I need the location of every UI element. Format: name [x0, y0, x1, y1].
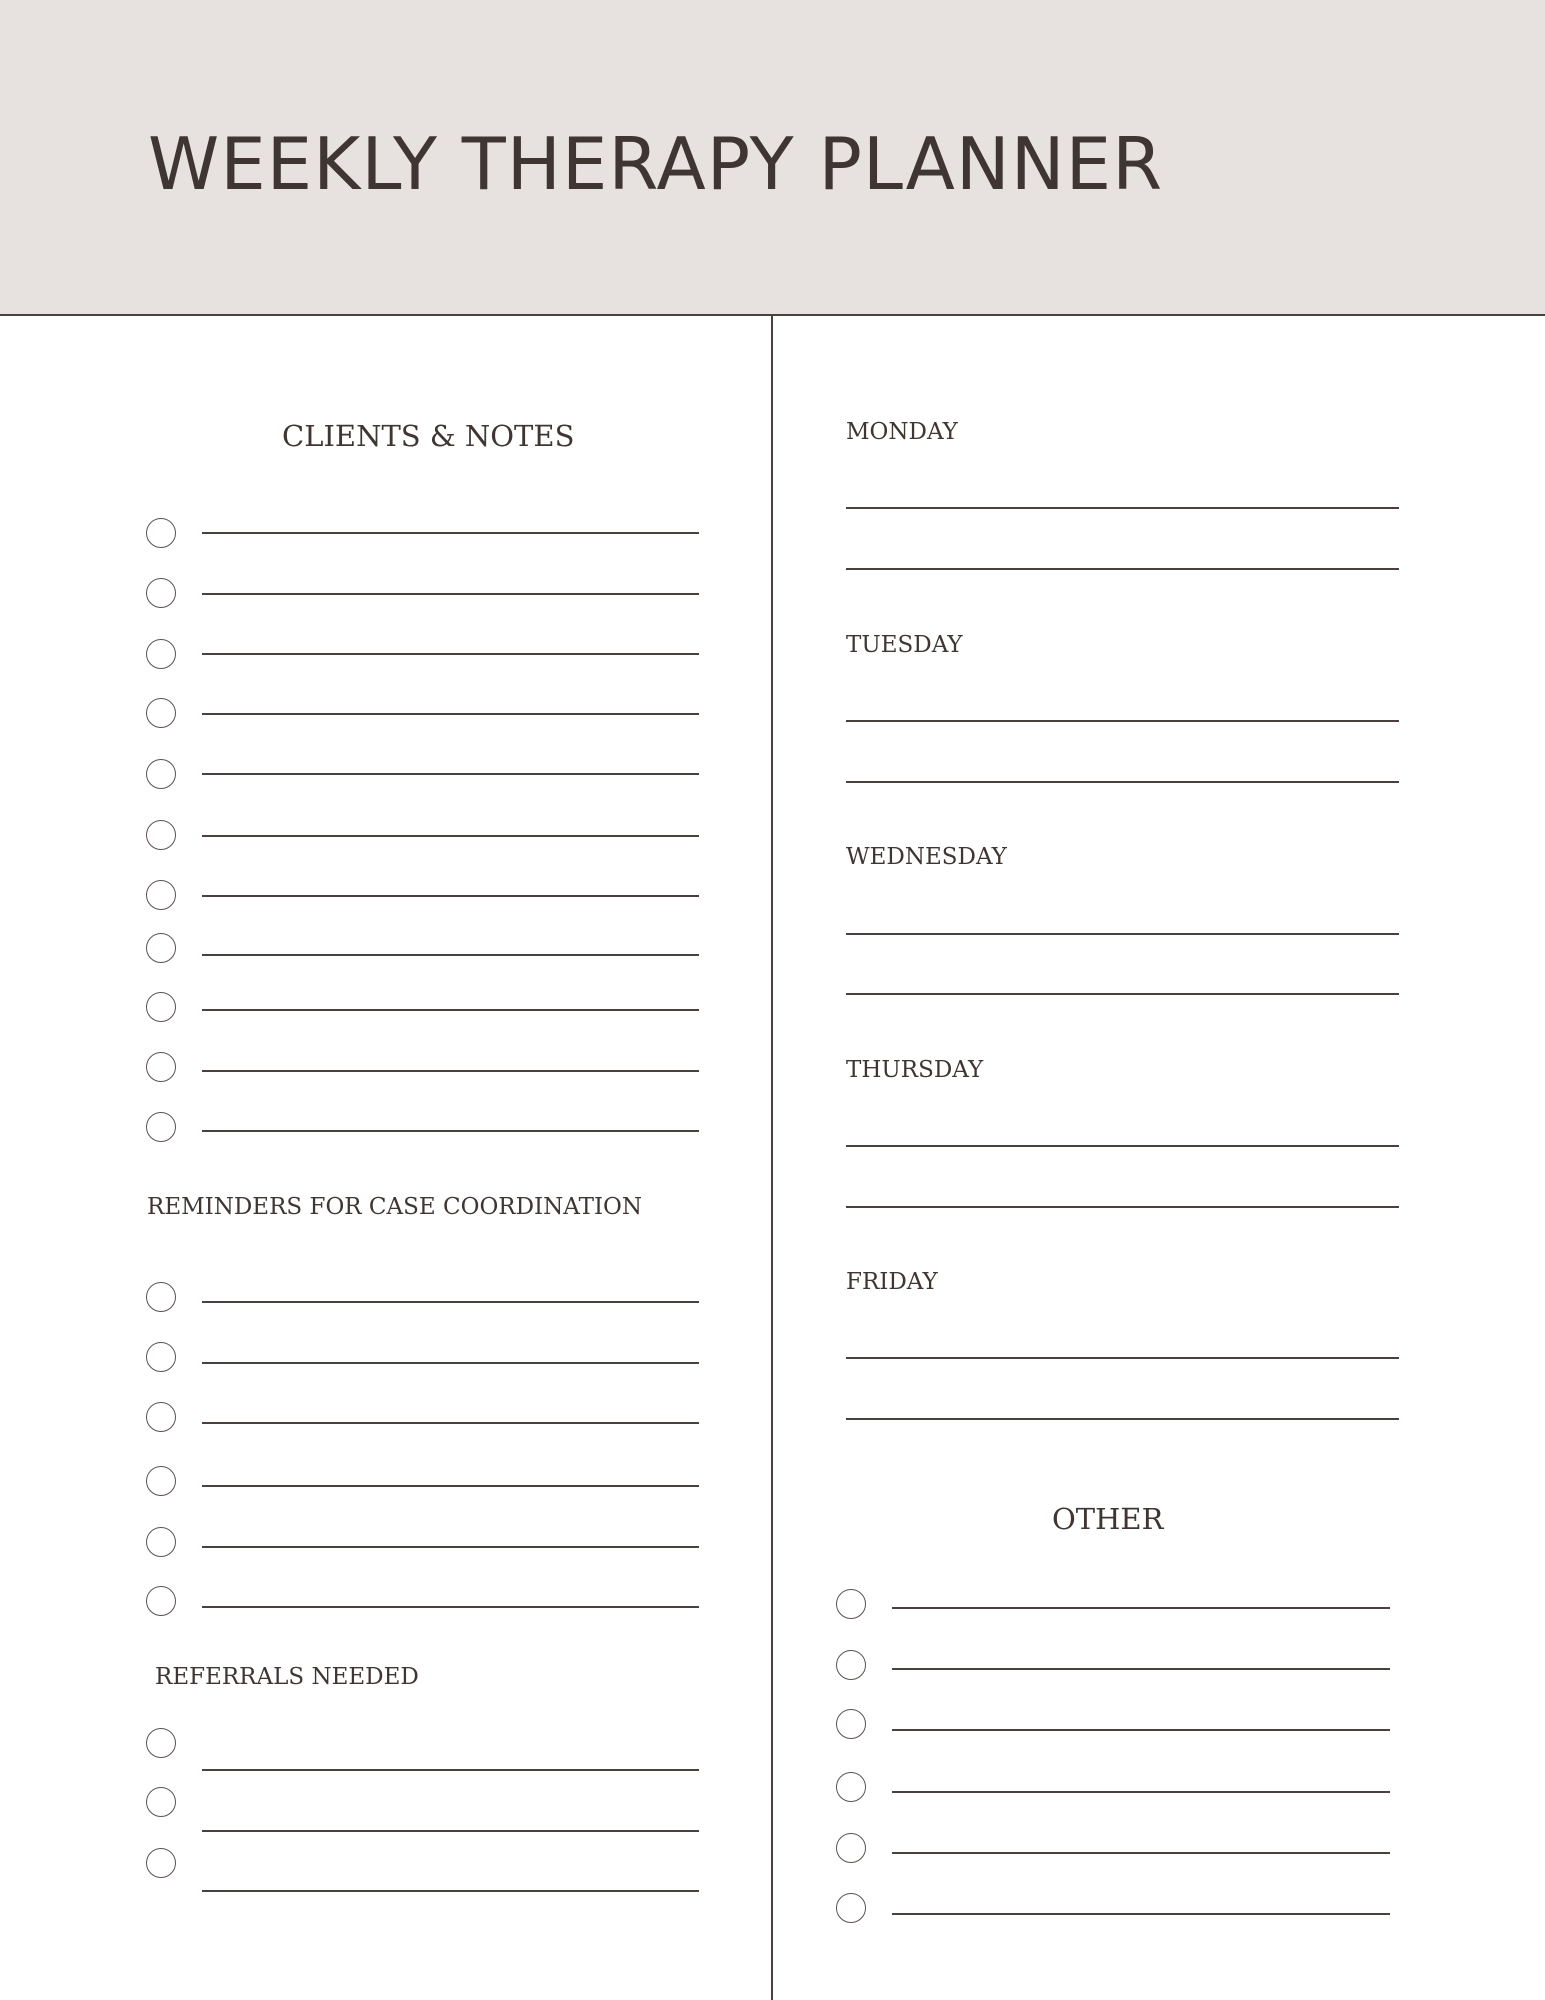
- referral-checkbox[interactable]: [146, 1848, 176, 1878]
- reminder-checkbox[interactable]: [146, 1586, 176, 1616]
- other-item-line[interactable]: [892, 1791, 1390, 1793]
- referral-line[interactable]: [202, 1890, 699, 1892]
- client-note-checkbox[interactable]: [146, 518, 176, 548]
- reminders-heading: REMINDERS FOR CASE COORDINATION: [147, 1194, 643, 1220]
- reminder-checkbox[interactable]: [146, 1282, 176, 1312]
- day-label-monday: MONDAY: [846, 419, 958, 445]
- client-note-checkbox[interactable]: [146, 578, 176, 608]
- thursday-line-1[interactable]: [846, 1145, 1399, 1147]
- clients-notes-heading: CLIENTS & NOTES: [282, 419, 575, 453]
- other-item-line[interactable]: [892, 1607, 1390, 1609]
- other-item-line[interactable]: [892, 1852, 1390, 1854]
- reminder-line[interactable]: [202, 1546, 699, 1548]
- day-label-thursday: THURSDAY: [846, 1057, 984, 1083]
- client-note-checkbox[interactable]: [146, 1052, 176, 1082]
- header-band: [0, 0, 1545, 316]
- client-note-line[interactable]: [202, 1130, 699, 1132]
- monday-line-2[interactable]: [846, 568, 1399, 570]
- client-note-checkbox[interactable]: [146, 698, 176, 728]
- referral-checkbox[interactable]: [146, 1728, 176, 1758]
- client-note-line[interactable]: [202, 835, 699, 837]
- client-note-line[interactable]: [202, 1009, 699, 1011]
- wednesday-line-1[interactable]: [846, 933, 1399, 935]
- client-note-checkbox[interactable]: [146, 820, 176, 850]
- reminder-line[interactable]: [202, 1362, 699, 1364]
- wednesday-line-2[interactable]: [846, 993, 1399, 995]
- other-item-checkbox[interactable]: [836, 1833, 866, 1863]
- friday-line-1[interactable]: [846, 1357, 1399, 1359]
- client-note-checkbox[interactable]: [146, 1112, 176, 1142]
- other-heading: OTHER: [1052, 1502, 1164, 1536]
- client-note-line[interactable]: [202, 895, 699, 897]
- other-item-line[interactable]: [892, 1913, 1390, 1915]
- client-note-line[interactable]: [202, 653, 699, 655]
- client-note-line[interactable]: [202, 773, 699, 775]
- reminder-checkbox[interactable]: [146, 1342, 176, 1372]
- client-note-checkbox[interactable]: [146, 880, 176, 910]
- day-label-tuesday: TUESDAY: [846, 632, 963, 658]
- client-note-checkbox[interactable]: [146, 759, 176, 789]
- tuesday-line-1[interactable]: [846, 720, 1399, 722]
- page-title: WEEKLY THERAPY PLANNER: [148, 122, 1164, 206]
- client-note-line[interactable]: [202, 1070, 699, 1072]
- client-note-checkbox[interactable]: [146, 992, 176, 1022]
- referral-line[interactable]: [202, 1830, 699, 1832]
- other-item-line[interactable]: [892, 1729, 1390, 1731]
- referral-line[interactable]: [202, 1769, 699, 1771]
- friday-line-2[interactable]: [846, 1418, 1399, 1420]
- reminder-line[interactable]: [202, 1485, 699, 1487]
- other-item-checkbox[interactable]: [836, 1893, 866, 1923]
- client-note-line[interactable]: [202, 593, 699, 595]
- other-item-checkbox[interactable]: [836, 1589, 866, 1619]
- referrals-heading: REFERRALS NEEDED: [155, 1664, 419, 1690]
- reminder-line[interactable]: [202, 1301, 699, 1303]
- reminder-line[interactable]: [202, 1606, 699, 1608]
- monday-line-1[interactable]: [846, 507, 1399, 509]
- client-note-line[interactable]: [202, 954, 699, 956]
- other-item-checkbox[interactable]: [836, 1650, 866, 1680]
- reminder-line[interactable]: [202, 1422, 699, 1424]
- other-item-checkbox[interactable]: [836, 1709, 866, 1739]
- thursday-line-2[interactable]: [846, 1206, 1399, 1208]
- reminder-checkbox[interactable]: [146, 1527, 176, 1557]
- reminder-checkbox[interactable]: [146, 1402, 176, 1432]
- reminder-checkbox[interactable]: [146, 1466, 176, 1496]
- other-item-checkbox[interactable]: [836, 1772, 866, 1802]
- client-note-line[interactable]: [202, 713, 699, 715]
- tuesday-line-2[interactable]: [846, 781, 1399, 783]
- day-label-friday: FRIDAY: [846, 1269, 938, 1295]
- client-note-line[interactable]: [202, 532, 699, 534]
- client-note-checkbox[interactable]: [146, 639, 176, 669]
- client-note-checkbox[interactable]: [146, 933, 176, 963]
- referral-checkbox[interactable]: [146, 1787, 176, 1817]
- day-label-wednesday: WEDNESDAY: [846, 844, 1007, 870]
- other-item-line[interactable]: [892, 1668, 1390, 1670]
- column-divider: [771, 316, 773, 2000]
